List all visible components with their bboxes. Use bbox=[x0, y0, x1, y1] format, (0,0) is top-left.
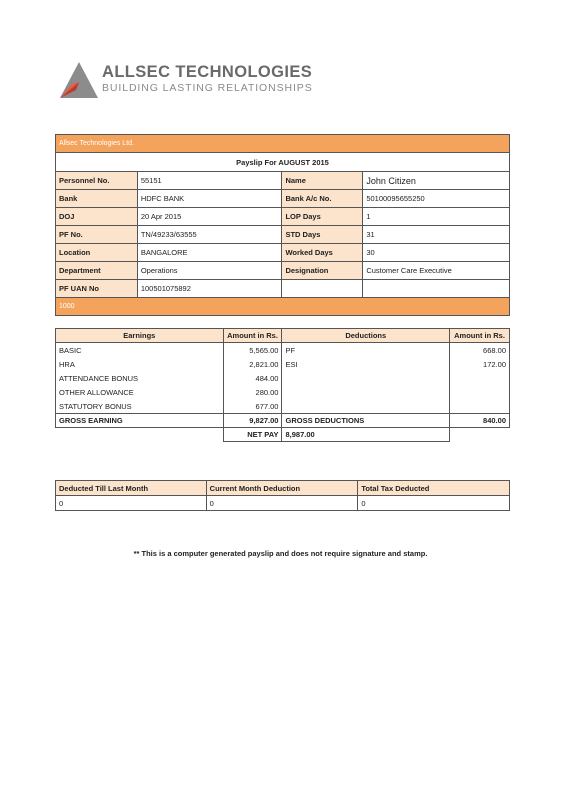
earning-amount: 677.00 bbox=[223, 399, 282, 414]
deducted-till-value: 0 bbox=[56, 496, 207, 511]
table-row bbox=[56, 385, 510, 399]
designation-label: Designation bbox=[282, 262, 363, 280]
doj-value: 20 Apr 2015 bbox=[137, 208, 282, 226]
footer-code: 1000 bbox=[56, 298, 510, 316]
earning-name: STATUTORY BONUS bbox=[56, 399, 224, 414]
bank-value: HDFC BANK bbox=[137, 190, 282, 208]
lop-days-label: LOP Days bbox=[282, 208, 363, 226]
worked-days-value: 30 bbox=[363, 244, 510, 262]
name-label: Name bbox=[282, 172, 363, 190]
doj-label: DOJ bbox=[56, 208, 138, 226]
earnings-header: Earnings bbox=[56, 329, 224, 343]
deduction-amount: 668.00 bbox=[450, 343, 510, 358]
earning-name: HRA bbox=[56, 357, 224, 371]
net-pay-value: 8,987.00 bbox=[282, 428, 450, 442]
lop-days-value: 1 bbox=[363, 208, 510, 226]
bank-label: Bank bbox=[56, 190, 138, 208]
table-row bbox=[56, 371, 510, 385]
earning-name: ATTENDANCE BONUS bbox=[56, 371, 224, 385]
deduction-amount bbox=[450, 385, 510, 399]
std-days-value: 31 bbox=[363, 226, 510, 244]
department-value: Operations bbox=[137, 262, 282, 280]
earnings-deductions-table bbox=[55, 328, 510, 442]
employee-info-table bbox=[55, 134, 510, 316]
pf-no-value: TN/49233/63555 bbox=[137, 226, 282, 244]
net-pay-label: NET PAY bbox=[223, 428, 282, 442]
personnel-no-label: Personnel No. bbox=[56, 172, 138, 190]
table-row bbox=[56, 357, 510, 371]
disclaimer-note: ** This is a computer generated payslip and does not require signature and stamp. bbox=[133, 549, 428, 558]
std-days-label: STD Days bbox=[282, 226, 363, 244]
deduction-name bbox=[282, 371, 450, 385]
table-row bbox=[56, 399, 510, 414]
deduction-name: PF bbox=[282, 343, 450, 358]
empty-cell bbox=[363, 280, 510, 298]
bank-ac-label: Bank A/c No. bbox=[282, 190, 363, 208]
current-month-value: 0 bbox=[206, 496, 358, 511]
earning-amount: 2,821.00 bbox=[223, 357, 282, 371]
uan-value: 100501075892 bbox=[137, 280, 282, 298]
gross-deductions-value: 840.00 bbox=[450, 414, 510, 428]
earning-name: BASIC bbox=[56, 343, 224, 358]
earning-amount: 5,565.00 bbox=[223, 343, 282, 358]
deduction-name: ESI bbox=[282, 357, 450, 371]
bank-ac-value: 50100095655250 bbox=[363, 190, 510, 208]
empty-cell bbox=[282, 280, 363, 298]
deducted-till-label: Deducted Till Last Month bbox=[56, 481, 207, 496]
gross-deductions-label: GROSS DEDUCTIONS bbox=[282, 414, 450, 428]
tax-table bbox=[55, 480, 510, 511]
personnel-no-value: 55151 bbox=[137, 172, 282, 190]
company-logo bbox=[58, 60, 318, 100]
logo-triangle-icon bbox=[58, 60, 100, 100]
total-tax-value: 0 bbox=[358, 496, 510, 511]
name-value: John Citizen bbox=[363, 172, 510, 190]
pf-no-label: PF No. bbox=[56, 226, 138, 244]
location-value: BANGALORE bbox=[137, 244, 282, 262]
deduction-amount bbox=[450, 399, 510, 414]
deductions-amount-header: Amount in Rs. bbox=[450, 329, 510, 343]
table-row bbox=[56, 343, 510, 358]
location-label: Location bbox=[56, 244, 138, 262]
department-label: Department bbox=[56, 262, 138, 280]
deduction-amount bbox=[450, 371, 510, 385]
deduction-name bbox=[282, 399, 450, 414]
empty-cell bbox=[450, 428, 510, 442]
gross-earning-label: GROSS EARNING bbox=[56, 414, 224, 428]
total-tax-label: Total Tax Deducted bbox=[358, 481, 510, 496]
deduction-name bbox=[282, 385, 450, 399]
deduction-amount: 172.00 bbox=[450, 357, 510, 371]
uan-label: PF UAN No bbox=[56, 280, 138, 298]
empty-cell bbox=[56, 428, 224, 442]
payslip-title: Payslip For AUGUST 2015 bbox=[56, 153, 510, 172]
current-month-label: Current Month Deduction bbox=[206, 481, 358, 496]
earning-amount: 280.00 bbox=[223, 385, 282, 399]
designation-value: Customer Care Executive bbox=[363, 262, 510, 280]
company-tagline: BUILDING LASTING RELATIONSHIPS bbox=[102, 82, 313, 94]
worked-days-label: Worked Days bbox=[282, 244, 363, 262]
earnings-amount-header: Amount in Rs. bbox=[223, 329, 282, 343]
deductions-header: Deductions bbox=[282, 329, 450, 343]
company-bar: Allsec Technologies Ltd. bbox=[56, 135, 510, 153]
earning-name: OTHER ALLOWANCE bbox=[56, 385, 224, 399]
company-name: ALLSEC TECHNOLOGIES bbox=[102, 63, 313, 81]
earning-amount: 484.00 bbox=[223, 371, 282, 385]
gross-earning-value: 9,827.00 bbox=[223, 414, 282, 428]
